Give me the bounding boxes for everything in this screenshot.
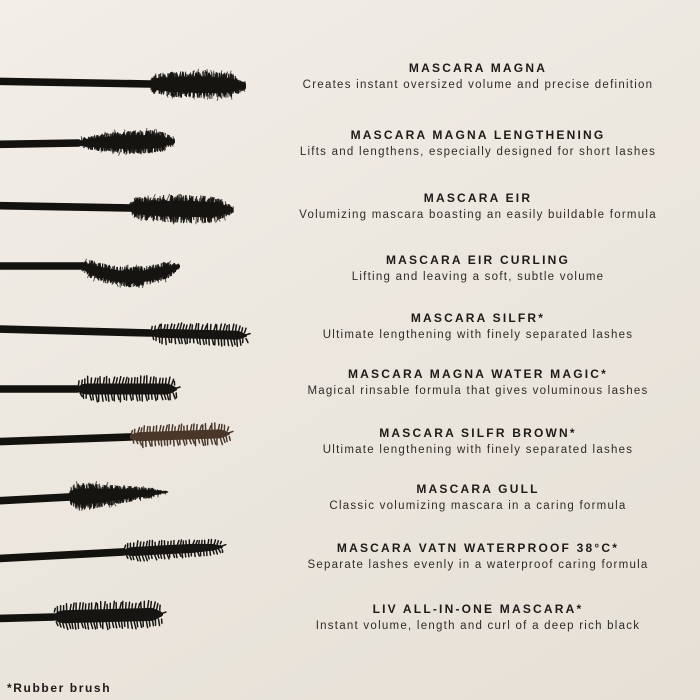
- product-name: MASCARA MAGNA WATER MAGIC*: [347, 367, 609, 381]
- rubber-brush-footnote: *Rubber brush: [7, 681, 112, 695]
- product-name: MASCARA EIR CURLING: [385, 253, 571, 267]
- product-name: MASCARA GULL: [416, 482, 540, 496]
- product-row: [250, 311, 700, 342]
- product-row: [250, 253, 700, 284]
- product-description: Separate lashes evenly in a waterproof caring formula: [307, 559, 649, 571]
- product-description: Magical rinsable formula that gives voluminous lashes: [307, 385, 649, 397]
- product-description: Lifting and leaving a soft, subtle volume: [351, 271, 605, 283]
- product-name: MASCARA VATN WATERPROOF 38°C*: [336, 541, 620, 555]
- product-name: MASCARA SILFR*: [410, 311, 546, 325]
- product-name: MASCARA SILFR BROWN*: [379, 426, 577, 440]
- product-description: Ultimate lengthening with finely separated lashes: [322, 444, 634, 456]
- product-description: Lifts and lengthens, especially designed for short lashes: [299, 146, 657, 158]
- product-description: Classic volumizing mascara in a caring formula: [329, 500, 627, 512]
- product-description: Creates instant oversized volume and precise definition: [302, 79, 654, 91]
- product-row: [250, 61, 700, 92]
- product-row: [250, 541, 700, 572]
- product-description: Instant volume, length and curl of a deep rich black: [315, 620, 641, 632]
- product-row: [250, 191, 700, 222]
- product-name: MASCARA MAGNA: [408, 61, 548, 75]
- product-row: [250, 426, 700, 457]
- product-description: Volumizing mascara boasting an easily buildable formula: [299, 209, 657, 221]
- product-name: MASCARA EIR: [423, 191, 533, 205]
- product-description: Ultimate lengthening with finely separated lashes: [322, 329, 634, 341]
- product-row: [250, 602, 700, 633]
- product-name: MASCARA MAGNA LENGTHENING: [350, 128, 606, 142]
- product-row: [250, 128, 700, 159]
- product-name: LIV ALL-IN-ONE MASCARA*: [372, 602, 584, 616]
- product-row: [250, 482, 700, 513]
- product-row: [250, 367, 700, 398]
